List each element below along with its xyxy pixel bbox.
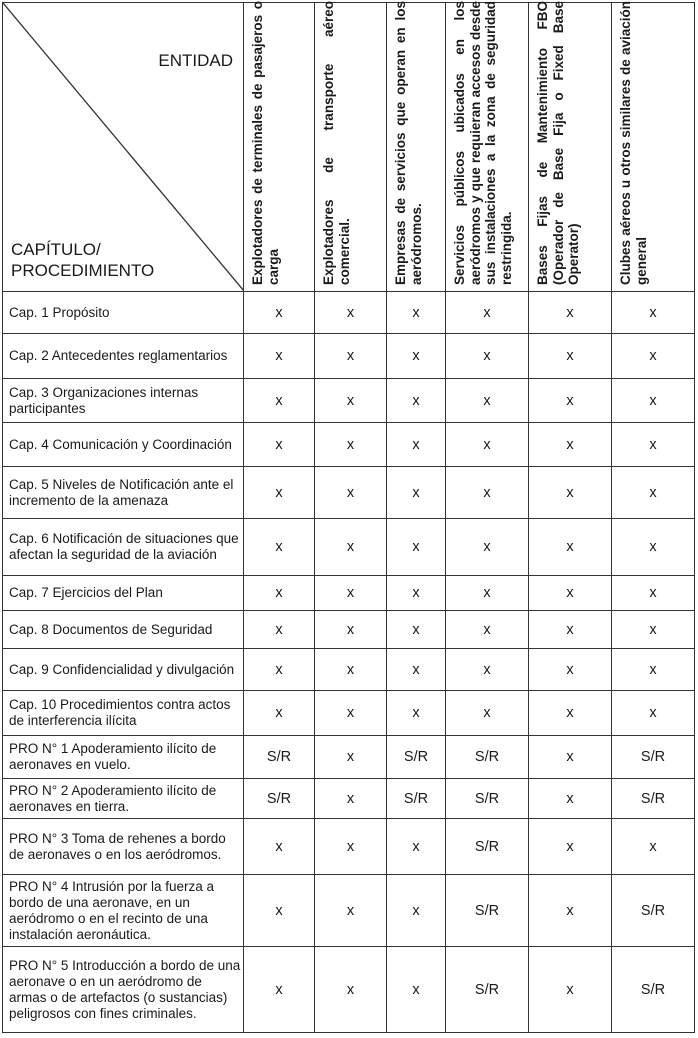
applicability-cell: x [244, 691, 315, 736]
applicability-cell: x [387, 611, 446, 649]
applicability-cell: x [315, 379, 387, 423]
applicability-cell: S/R [612, 779, 695, 819]
table-row [3, 875, 695, 947]
applicability-cell: x [446, 649, 529, 691]
applicability-cell: S/R [446, 819, 529, 875]
applicability-cell: x [529, 423, 612, 467]
applicability-cell: x [387, 649, 446, 691]
applicability-cell: x [315, 649, 387, 691]
applicability-cell: x [446, 292, 529, 334]
table-row [3, 519, 695, 576]
applicability-cell: x [244, 611, 315, 649]
applicability-cell: x [612, 611, 695, 649]
applicability-cell: x [244, 519, 315, 576]
applicability-cell: x [612, 649, 695, 691]
applicability-cell: x [244, 947, 315, 1033]
applicability-cell: x [529, 379, 612, 423]
applicability-cell: x [244, 875, 315, 947]
applicability-cell: x [446, 379, 529, 423]
applicability-cell: x [315, 875, 387, 947]
applicability-cell: x [529, 736, 612, 779]
applicability-cell: x [315, 467, 387, 519]
column-header [529, 3, 612, 292]
row-label: Cap. 10 Procedimientos contra actos de interferencia ilícita [3, 691, 244, 736]
column-header-text: Bases Fijas de Mantenimiento FBO (Operador de Base Fija o Fixed Base Operator) [535, 1, 581, 285]
table-row [3, 379, 695, 423]
applicability-cell: x [529, 691, 612, 736]
column-header-text: Servicios públicos ubicados en los aeródromos y que requieran accesos desde sus instalaciones a la zona de seguridad restringida. [452, 1, 514, 285]
applicability-cell: x [612, 519, 695, 576]
applicability-cell: x [529, 611, 612, 649]
row-label: Cap. 3 Organizaciones internas participantes [3, 379, 244, 423]
row-label: Cap. 2 Antecedentes reglamentarios [3, 334, 244, 379]
row-label: PRO N° 5 Introducción a bordo de una aeronave o en un aeródromo de armas o de artefactos (o sustancias) peligrosos con fines criminales. [3, 947, 244, 1033]
applicability-cell: x [387, 379, 446, 423]
applicability-cell: x [387, 819, 446, 875]
applicability-cell: x [612, 467, 695, 519]
applicability-cell: x [315, 611, 387, 649]
applicability-cell: x [315, 334, 387, 379]
applicability-cell: x [612, 334, 695, 379]
applicability-cell: S/R [244, 736, 315, 779]
applicability-cell: x [387, 875, 446, 947]
applicability-cell: x [612, 423, 695, 467]
table-row [3, 691, 695, 736]
row-label: Cap. 9 Confidencialidad y divulgación [3, 649, 244, 691]
applicability-cell: S/R [612, 947, 695, 1033]
applicability-cell: x [387, 947, 446, 1033]
row-label: Cap. 8 Documentos de Seguridad [3, 611, 244, 649]
applicability-cell: x [244, 334, 315, 379]
applicability-cell: x [387, 467, 446, 519]
applicability-cell: x [529, 875, 612, 947]
row-label: Cap. 5 Niveles de Notificación ante el incremento de la amenaza [3, 467, 244, 519]
applicability-cell: x [315, 779, 387, 819]
applicability-cell: x [612, 379, 695, 423]
applicability-cell: x [446, 519, 529, 576]
applicability-cell: x [315, 519, 387, 576]
row-label: PRO N° 3 Toma de rehenes a bordo de aeronaves o en los aeródromos. [3, 819, 244, 875]
applicability-cell: S/R [612, 875, 695, 947]
applicability-cell: x [244, 576, 315, 611]
applicability-cell: x [315, 819, 387, 875]
row-label: Cap. 1 Propósito [3, 292, 244, 334]
applicability-cell: x [446, 423, 529, 467]
applicability-cell: S/R [446, 947, 529, 1033]
applicability-cell: x [244, 292, 315, 334]
applicability-cell: S/R [244, 779, 315, 819]
applicability-cell: x [387, 423, 446, 467]
table-row [3, 947, 695, 1033]
applicability-cell: x [244, 649, 315, 691]
applicability-cell: x [529, 334, 612, 379]
applicability-cell: x [529, 467, 612, 519]
table-row [3, 611, 695, 649]
chapter-heading [11, 239, 154, 281]
column-header [612, 3, 695, 292]
table-row [3, 576, 695, 611]
applicability-cell: x [315, 576, 387, 611]
applicability-cell: x [315, 947, 387, 1033]
applicability-cell: x [612, 691, 695, 736]
chapter-heading-line: PROCEDIMIENTO [11, 261, 155, 280]
applicability-cell: x [315, 691, 387, 736]
applicability-cell: x [529, 819, 612, 875]
applicability-cell: S/R [387, 736, 446, 779]
applicability-cell: x [387, 292, 446, 334]
applicability-cell: x [529, 649, 612, 691]
applicability-table [2, 2, 695, 1033]
column-header-text: Explotadores de terminales de pasajeros o carga [250, 1, 281, 285]
table-row [3, 292, 695, 334]
applicability-cell: S/R [446, 875, 529, 947]
chapter-heading-line: CAPÍTULO/ [11, 240, 101, 259]
table-row [3, 467, 695, 519]
row-label: PRO N° 2 Apoderamiento ilícito de aeronaves en tierra. [3, 779, 244, 819]
applicability-cell: x [315, 423, 387, 467]
row-label: Cap. 7 Ejercicios del Plan [3, 576, 244, 611]
applicability-cell: x [612, 576, 695, 611]
applicability-cell: x [315, 736, 387, 779]
column-header [244, 3, 315, 292]
entity-heading: ENTIDAD [158, 51, 233, 70]
applicability-cell: x [529, 947, 612, 1033]
applicability-cell: x [529, 779, 612, 819]
applicability-cell: x [244, 467, 315, 519]
applicability-cell: S/R [446, 779, 529, 819]
applicability-cell: x [446, 467, 529, 519]
corner-cell [3, 3, 244, 292]
column-header [315, 3, 387, 292]
column-header [446, 3, 529, 292]
applicability-cell: x [244, 423, 315, 467]
row-label: Cap. 4 Comunicación y Coordinación [3, 423, 244, 467]
applicability-cell: x [446, 611, 529, 649]
applicability-cell: x [446, 334, 529, 379]
applicability-cell: x [529, 292, 612, 334]
applicability-cell: S/R [612, 736, 695, 779]
applicability-cell: x [387, 519, 446, 576]
table-row [3, 423, 695, 467]
row-label: PRO N° 4 Intrusión por la fuerza a bordo de una aeronave, en un aeródromo o en el recinto de una instalación aeronáutica. [3, 875, 244, 947]
column-header [387, 3, 446, 292]
table-row [3, 736, 695, 779]
applicability-cell: x [315, 292, 387, 334]
table-row [3, 779, 695, 819]
applicability-cell: x [387, 334, 446, 379]
header-row [3, 3, 695, 292]
column-header-text: Explotadores de transporte aéreo comercial. [321, 1, 352, 285]
applicability-cell: x [244, 819, 315, 875]
applicability-cell: S/R [446, 736, 529, 779]
table-row [3, 819, 695, 875]
applicability-cell: x [244, 379, 315, 423]
column-header-text: Clubes aéreos u otros similares de aviación general [618, 1, 649, 285]
applicability-cell: x [529, 519, 612, 576]
applicability-cell: x [529, 576, 612, 611]
table-row [3, 334, 695, 379]
column-header-text: Empresas de servicios que operan en los aeródromos. [393, 1, 424, 285]
applicability-cell: S/R [387, 779, 446, 819]
applicability-cell: x [612, 292, 695, 334]
applicability-cell: x [446, 576, 529, 611]
row-label: PRO N° 1 Apoderamiento ilícito de aeronaves en vuelo. [3, 736, 244, 779]
applicability-cell: x [612, 819, 695, 875]
applicability-cell: x [387, 691, 446, 736]
applicability-cell: x [387, 576, 446, 611]
applicability-cell: x [446, 691, 529, 736]
row-label: Cap. 6 Notificación de situaciones que afectan la seguridad de la aviación [3, 519, 244, 576]
table-row [3, 649, 695, 691]
